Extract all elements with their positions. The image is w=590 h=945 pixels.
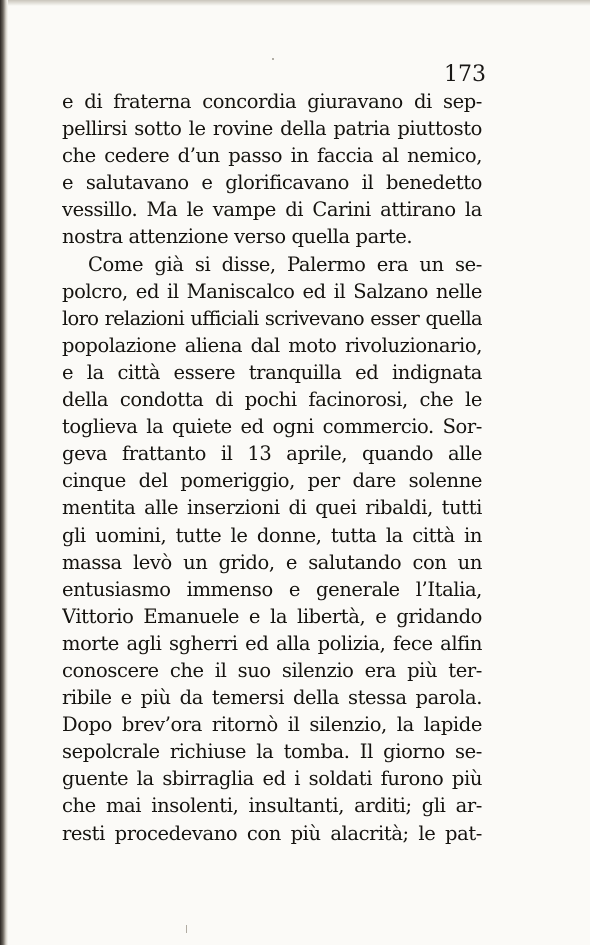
text-line: Vittorio Emanuele e la libertà, e gridando [62,604,482,628]
text-line: ribile e più da temersi della stessa parola. [62,686,482,710]
text-line: vessillo. Ma le vampe di Carini attirano la [62,198,482,222]
print-speck [186,925,187,933]
text-line: cinque del pomeriggio, per dare solenne [62,469,482,493]
text-line: popolazione aliena dal moto rivoluzionario, [62,333,482,357]
text-line: morte agli sgherri ed alla polizia, fece alfin [62,631,482,655]
text-line: guente la sbirraglia ed i soldati furono più [62,767,482,791]
text-line: nostra attenzione verso quella parte. [62,225,413,249]
page-number: 173 [444,62,486,87]
text-line: loro relazioni ufficiali scrivevano esser quella [62,306,482,330]
print-speck [272,58,274,60]
page-top-edge [0,0,590,6]
text-line: toglieva la quiete ed ogni commercio. Sor- [62,415,482,439]
text-line: gli uomini, tutte le donne, tutta la città in [62,523,482,547]
text-line: conoscere che il suo silenzio era più ter- [62,658,482,682]
text-line: Come già si disse, Palermo era un se- [88,252,482,276]
body-text [62,88,482,847]
text-line: pellirsi sotto le rovine della patria piuttosto [62,117,482,141]
text-line: e di fraterna concordia giuravano di sep- [62,90,482,113]
page-binding-edge [0,0,8,945]
text-line: sepolcrale richiuse la tomba. Il giorno se- [62,740,482,764]
text-line: Dopo brev’ora ritornò il silenzio, la lapide [62,713,482,737]
text-line: resti procedevano con più alacrità; le pat- [62,821,482,845]
text-line: e la città essere tranquilla ed indignata [62,360,482,384]
text-line: che cedere d’un passo in faccia al nemico, [62,144,482,168]
text-line: massa levò un grido, e salutando con un [62,550,482,574]
text-line: geva frattanto il 13 aprile, quando alle [62,442,482,466]
text-line: polcro, ed il Maniscalco ed il Salzano nelle [62,279,482,303]
text-line: che mai insolenti, insultanti, arditi; gli ar- [62,794,482,818]
text-line: e salutavano e glorificavano il benedetto [62,171,482,195]
text-line: mentita alle inserzioni di quei ribaldi, tutti [62,496,482,520]
text-line: entusiasmo immenso e generale l’Italia, [62,577,482,601]
text-line: della condotta di pochi facinorosi, che le [62,388,482,412]
